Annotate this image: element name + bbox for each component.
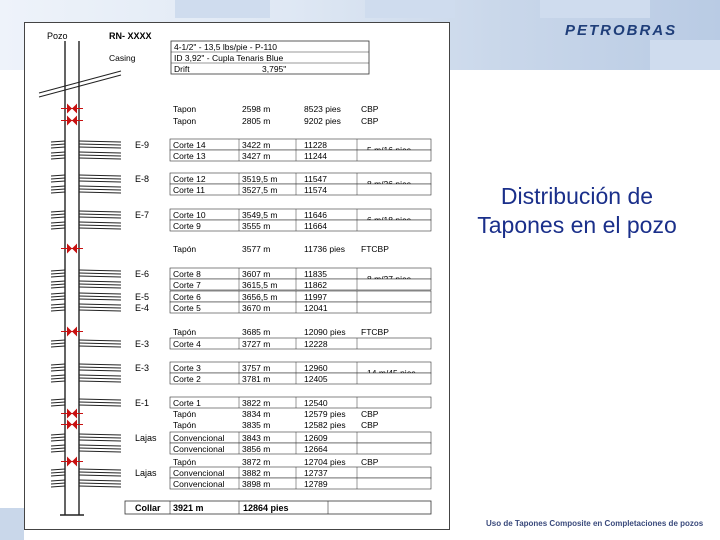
perforation-mark	[79, 483, 121, 484]
perforation-mark	[79, 284, 121, 285]
perforation-mark	[79, 178, 121, 179]
casing-spec: ID 3,92" - Cupla Tenaris Blue	[174, 53, 284, 63]
perforation-mark	[51, 299, 65, 300]
perforation-mark	[51, 228, 65, 229]
perforation-mark	[79, 304, 121, 305]
perforation-mark	[51, 440, 65, 441]
perforation-mark	[51, 217, 65, 218]
header-block	[540, 0, 650, 18]
perforation-mark	[51, 287, 65, 288]
row-pies: 12579 pies	[304, 409, 346, 419]
perforation-mark	[51, 340, 65, 341]
perforation-mark	[79, 475, 121, 476]
pozo-label: Pozo	[47, 31, 68, 41]
rn-label: RN- XXXX	[109, 31, 152, 41]
row-pies: 11862	[304, 280, 328, 290]
row-depth: 3872 m	[242, 457, 271, 467]
perforation-mark	[51, 192, 65, 193]
row-depth: 3549,5 m	[242, 210, 278, 220]
perforation-mark	[51, 472, 65, 473]
row-depth: 3727 m	[242, 339, 271, 349]
perforation-mark	[79, 276, 121, 277]
perforation-mark	[51, 445, 65, 446]
row-item: Corte 8	[173, 269, 201, 279]
row-pies: 11646	[304, 210, 328, 220]
perforation-mark	[79, 152, 121, 153]
perforation-mark	[79, 228, 121, 229]
row-depth: 3843 m	[242, 433, 271, 443]
header-block	[175, 0, 270, 18]
perforation-mark	[79, 434, 121, 435]
row-note: CBP	[361, 420, 379, 430]
perforation-mark	[79, 299, 121, 300]
row-item: Corte 9	[173, 221, 201, 231]
row-item: Corte 10	[173, 210, 206, 220]
perforation-mark	[51, 158, 65, 159]
perforation-mark	[51, 186, 65, 187]
zone-label: E-5	[135, 292, 150, 302]
perforation-mark	[79, 296, 121, 297]
row-depth: 3427 m	[242, 151, 271, 161]
row-note: CBP	[361, 116, 379, 126]
row-pies: 11997	[304, 292, 328, 302]
perforation-mark	[51, 405, 65, 406]
perforation-mark	[51, 214, 65, 215]
row-pies: 11574	[304, 185, 328, 195]
row-note: CBP	[361, 409, 379, 419]
perforation-mark	[51, 378, 65, 379]
row-item: Corte 1	[173, 398, 201, 408]
perforation-mark	[51, 346, 65, 347]
row-box	[170, 338, 431, 349]
row-depth: 2805 m	[242, 116, 271, 126]
perforation-mark	[51, 211, 65, 212]
row-pies: 12960	[304, 363, 328, 373]
perforation-mark	[79, 281, 121, 282]
perforation-mark	[79, 192, 121, 193]
row-item: Corte 11	[173, 185, 205, 195]
perforation-mark	[79, 381, 121, 382]
perforation-mark	[79, 214, 121, 215]
perforation-mark	[51, 367, 65, 368]
perforation-mark	[51, 296, 65, 297]
perforation-mark	[51, 225, 65, 226]
perforation-mark	[79, 402, 121, 403]
row-item: Tapón	[173, 409, 197, 419]
row-depth: 3834 m	[242, 409, 271, 419]
perforation-mark	[51, 144, 65, 145]
perforation-mark	[79, 186, 121, 187]
row-depth: 3615,5 m	[242, 280, 278, 290]
perforation-mark	[79, 469, 121, 470]
perforation-mark	[51, 304, 65, 305]
perforation-mark	[79, 222, 121, 223]
row-depth: 3555 m	[242, 221, 271, 231]
break-line	[39, 75, 121, 97]
row-depth: 3422 m	[242, 140, 271, 150]
row-item: Convencional	[173, 433, 225, 443]
zone-label: E-3	[135, 339, 150, 349]
perforation-mark	[79, 486, 121, 487]
row-pies: 12704 pies	[304, 457, 346, 467]
perforation-mark	[51, 310, 65, 311]
row-item: Corte 5	[173, 303, 201, 313]
row-note: CBP	[361, 457, 379, 467]
row-pies: 12582 pies	[304, 420, 346, 430]
perforation-mark	[79, 367, 121, 368]
footer-caption: Uso de Tapones Composite en Completaciones de pozos	[486, 519, 704, 528]
row-item: Convencional	[173, 468, 225, 478]
row-box	[170, 184, 431, 195]
perforation-mark	[51, 284, 65, 285]
row-note: FTCBP	[361, 244, 389, 254]
row-pies: 12789	[304, 479, 328, 489]
row-depth: 3757 m	[242, 363, 271, 373]
perforation-mark	[51, 483, 65, 484]
collar-depth: 3921 m	[173, 503, 204, 513]
row-item: Tapon	[173, 104, 197, 114]
zone-label: E-7	[135, 210, 150, 220]
perforation-mark	[79, 270, 121, 271]
perforation-mark	[79, 399, 121, 400]
casing-value: 3,795"	[262, 64, 287, 74]
row-pies: 11664	[304, 221, 328, 231]
perforation-mark	[51, 281, 65, 282]
perforation-mark	[79, 155, 121, 156]
diagram-panel	[24, 22, 450, 530]
slide-title: Distribución de Tapones en el pozo	[477, 183, 677, 238]
row-pies: 11835	[304, 269, 328, 279]
perforation-mark	[51, 189, 65, 190]
perforation-mark	[51, 399, 65, 400]
row-pies: 11736 pies	[304, 244, 345, 254]
perforation-mark	[51, 448, 65, 449]
perforation-mark	[79, 310, 121, 311]
row-pies: 12664	[304, 444, 328, 454]
row-pies: 12609	[304, 433, 328, 443]
perforation-mark	[51, 175, 65, 176]
row-depth: 3656,5 m	[242, 292, 278, 302]
perforation-mark	[79, 346, 121, 347]
perforation-mark	[79, 375, 121, 376]
bottom-band	[0, 508, 24, 540]
row-item: Corte 14	[173, 140, 206, 150]
perforation-mark	[51, 475, 65, 476]
row-box	[170, 279, 431, 290]
perforation-mark	[51, 451, 65, 452]
perforation-mark	[51, 402, 65, 403]
row-item: Tapón	[173, 244, 197, 254]
perforation-mark	[51, 486, 65, 487]
row-note: CBP	[361, 104, 379, 114]
casing-spec: 4-1/2" - 13,5 lbs/pie - P-110	[174, 42, 278, 52]
row-pies: 12405	[304, 374, 328, 384]
row-pies: 11244	[304, 151, 328, 161]
row-depth: 3685 m	[242, 327, 271, 337]
perforation-mark	[79, 364, 121, 365]
perforation-mark	[51, 178, 65, 179]
row-item: Corte 13	[173, 151, 206, 161]
perforation-mark	[51, 273, 65, 274]
row-depth: 2598 m	[242, 104, 271, 114]
row-pies: 9202 pies	[304, 116, 341, 126]
perforation-mark	[79, 287, 121, 288]
row-pies: 11228	[304, 140, 328, 150]
perforation-mark	[79, 480, 121, 481]
perforation-mark	[79, 273, 121, 274]
row-note: FTCBP	[361, 327, 389, 337]
header-block	[650, 40, 720, 70]
perforation-mark	[79, 225, 121, 226]
perforation-mark	[79, 405, 121, 406]
row-depth: 3577 m	[242, 244, 271, 254]
zone-label: Lajas	[135, 433, 157, 443]
zone-label: E-3	[135, 363, 150, 373]
perforation-mark	[51, 270, 65, 271]
row-item: Tapón	[173, 420, 197, 430]
perforation-mark	[51, 152, 65, 153]
row-item: Corte 4	[173, 339, 201, 349]
perforation-mark	[51, 276, 65, 277]
header-block	[365, 0, 455, 18]
row-depth: 3527,5 m	[242, 185, 278, 195]
row-item: Tapón	[173, 457, 197, 467]
row-item: Convencional	[173, 444, 225, 454]
row-depth: 3670 m	[242, 303, 271, 313]
row-item: Tapón	[173, 327, 197, 337]
casing-spec: Drift	[174, 64, 190, 74]
perforation-mark	[79, 445, 121, 446]
perforation-mark	[79, 472, 121, 473]
row-depth: 3835 m	[242, 420, 271, 430]
perforation-mark	[79, 217, 121, 218]
perforation-mark	[51, 381, 65, 382]
row-item: Tapon	[173, 116, 197, 126]
perforation-mark	[51, 364, 65, 365]
row-box	[170, 302, 431, 313]
perforation-mark	[79, 307, 121, 308]
row-pies: 12540	[304, 398, 328, 408]
row-pies: 12041	[304, 303, 328, 313]
collar-label: Collar	[135, 503, 161, 513]
row-pies: 12737	[304, 468, 328, 478]
perforation-mark	[79, 175, 121, 176]
perforation-mark	[51, 437, 65, 438]
row-box	[170, 220, 431, 231]
zone-label: E-6	[135, 269, 150, 279]
row-depth: 3898 m	[242, 479, 271, 489]
perforation-mark	[79, 378, 121, 379]
perforation-mark	[51, 434, 65, 435]
row-item: Corte 2	[173, 374, 201, 384]
perforation-mark	[79, 158, 121, 159]
perforation-mark	[51, 469, 65, 470]
perforation-mark	[51, 141, 65, 142]
zone-label: E-8	[135, 174, 150, 184]
perforation-mark	[79, 340, 121, 341]
perforation-mark	[79, 147, 121, 148]
row-item: Corte 12	[173, 174, 206, 184]
row-depth: 3607 m	[242, 269, 271, 279]
row-pies: 12090 pies	[304, 327, 346, 337]
zone-label: E-9	[135, 140, 150, 150]
row-item: Convencional	[173, 479, 225, 489]
row-box	[170, 150, 431, 161]
perforation-mark	[51, 375, 65, 376]
perforation-mark	[51, 147, 65, 148]
perforation-mark	[79, 370, 121, 371]
perforation-mark	[51, 480, 65, 481]
perforation-mark	[79, 211, 121, 212]
row-item: Corte 6	[173, 292, 201, 302]
collar-pies: 12864 pies	[243, 503, 289, 513]
zone-label: Lajas	[135, 468, 157, 478]
perforation-mark	[79, 451, 121, 452]
perforation-mark	[79, 141, 121, 142]
row-depth: 3882 m	[242, 468, 271, 478]
perforation-mark	[79, 448, 121, 449]
perforation-mark	[51, 343, 65, 344]
row-box	[170, 397, 431, 408]
perforation-mark	[51, 155, 65, 156]
perforation-mark	[51, 370, 65, 371]
perforation-mark	[79, 440, 121, 441]
row-box	[170, 291, 431, 302]
perforation-mark	[79, 189, 121, 190]
row-item: Corte 3	[173, 363, 201, 373]
row-depth: 3781 m	[242, 374, 271, 384]
perforation-mark	[79, 343, 121, 344]
row-box	[170, 373, 431, 384]
row-pies: 12228	[304, 339, 328, 349]
perforation-mark	[51, 181, 65, 182]
row-depth: 3519,5 m	[242, 174, 278, 184]
perforation-mark	[79, 293, 121, 294]
row-pies: 11547	[304, 174, 328, 184]
row-depth: 3856 m	[242, 444, 271, 454]
perforation-mark	[51, 293, 65, 294]
well-diagram	[25, 23, 449, 529]
zone-label: E-4	[135, 303, 150, 313]
break-line	[39, 71, 121, 93]
perforation-mark	[51, 307, 65, 308]
perforation-mark	[79, 181, 121, 182]
row-depth: 3822 m	[242, 398, 271, 408]
perforation-mark	[51, 222, 65, 223]
perforation-mark	[79, 144, 121, 145]
casing-label: Casing	[109, 53, 136, 63]
perforation-mark	[79, 437, 121, 438]
row-item: Corte 7	[173, 280, 201, 290]
row-pies: 8523 pies	[304, 104, 341, 114]
zone-label: E-1	[135, 398, 150, 408]
brand-logo: PETROBRAS	[565, 22, 678, 39]
